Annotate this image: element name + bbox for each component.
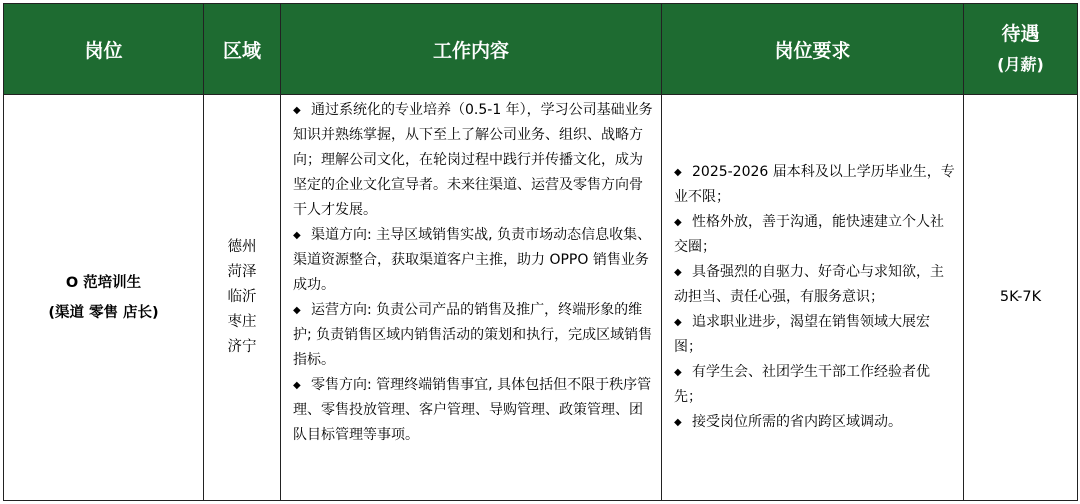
content-item-text: 零售方向: 管理终端销售事宜, 具体包括但不限于秩序管理、零售投放管理、客户管理、导购管理、政策管理、团队目标管理等事项。 — [293, 377, 652, 443]
region-item: 德州 — [227, 239, 257, 255]
list-item — [293, 223, 653, 298]
requirements-list — [674, 160, 955, 435]
content-item-text: 通过系统化的专业培养（0.5-1 年），学习公司基础业务知识并熟练掌握，从下至上了解公司业务、组织、战略方向；理解公司文化，在轮岗过程中践行并传播文化，成为坚定的企业文化宣导者。未来往渠道、运营及零售方向骨干人才发展。 — [293, 102, 653, 218]
header-pay-unit: (月薪) — [997, 55, 1044, 74]
requirement-item-text: 性格外放，善于沟通，能快速建立个人社交圈； — [674, 214, 944, 255]
list-item — [674, 410, 955, 435]
diamond-bullet-icon: ◆ — [674, 267, 682, 278]
content-cell — [281, 95, 662, 501]
region-item: 济宁 — [227, 339, 257, 355]
requirement-item-text: 具备强烈的自驱力、好奇心与求知欲，主动担当、责任心强，有服务意识； — [674, 264, 944, 305]
requirement-item-text: 接受岗位所需的省内跨区域调动。 — [692, 414, 902, 430]
list-item — [674, 360, 955, 410]
content-item-text: 运营方向: 负责公司产品的销售及推广，终端形象的维护; 负责销售区域内销售活动的策划和执行，完成区域销售指标。 — [293, 302, 653, 368]
list-item — [293, 98, 653, 223]
diamond-bullet-icon: ◆ — [293, 105, 301, 116]
header-content: 工作内容 — [281, 4, 662, 95]
header-region: 区域 — [204, 4, 281, 95]
requirements-cell — [662, 95, 964, 501]
header-pay-title: 待遇 — [1001, 23, 1040, 45]
requirement-item-text: 追求职业进步，渴望在销售领域大展宏图； — [674, 314, 930, 355]
list-item — [293, 298, 653, 373]
header-requirements: 岗位要求 — [662, 4, 964, 95]
header-pay — [964, 4, 1078, 95]
diamond-bullet-icon: ◆ — [674, 417, 682, 428]
requirement-item-text: 2025-2026 届本科及以上学历毕业生，专业不限； — [674, 164, 955, 205]
list-item — [293, 373, 653, 448]
position-title: O 范培训生 — [65, 274, 142, 291]
diamond-bullet-icon: ◆ — [674, 217, 682, 228]
list-item — [674, 160, 955, 210]
region-item: 临沂 — [227, 289, 257, 305]
diamond-bullet-icon: ◆ — [293, 230, 301, 241]
requirement-item-text: 有学生会、社团学生干部工作经验者优先； — [674, 364, 930, 405]
list-item — [674, 260, 955, 310]
position-tracks: (渠道 零售 店长) — [48, 304, 159, 321]
list-item — [674, 210, 955, 260]
diamond-bullet-icon: ◆ — [674, 167, 682, 178]
diamond-bullet-icon: ◆ — [674, 317, 682, 328]
header-position: 岗位 — [4, 4, 204, 95]
diamond-bullet-icon: ◆ — [293, 305, 301, 316]
table-body — [4, 95, 1078, 501]
position-cell — [4, 95, 204, 501]
content-item-text: 渠道方向: 主导区域销售实战, 负责市场动态信息收集、渠道资源整合，获取渠道客户主推，助力 OPPO 销售业务成功。 — [293, 227, 652, 293]
table-header — [4, 4, 1078, 95]
header-row — [4, 4, 1078, 95]
diamond-bullet-icon: ◆ — [674, 367, 682, 378]
region-item: 菏泽 — [227, 264, 257, 280]
region-cell — [204, 95, 281, 501]
region-item: 枣庄 — [227, 314, 257, 330]
table-row — [4, 95, 1078, 501]
list-item — [674, 310, 955, 360]
pay-cell: 5K-7K — [964, 95, 1078, 501]
diamond-bullet-icon: ◆ — [293, 380, 301, 391]
content-list — [293, 98, 653, 448]
job-table — [3, 3, 1078, 501]
